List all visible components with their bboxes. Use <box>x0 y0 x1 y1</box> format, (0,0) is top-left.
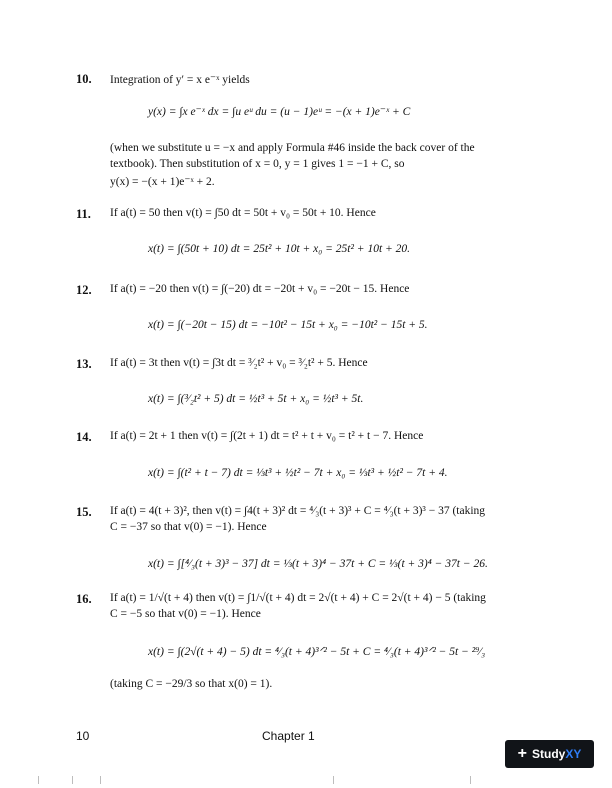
problem-number: 15. <box>76 505 92 519</box>
equation: x(t) = ∫(−20t − 15) dt = −10t² − 15t + x₀ = −10t² − 15t + 5. <box>148 319 428 331</box>
equation: y(x) = ∫x e⁻ˣ dx = ∫u eᵘ du = (u − 1)eᵘ = −(x + 1)e⁻ˣ + C <box>148 106 411 118</box>
equation: x(t) = ∫[⁴⁄₃(t + 3)³ − 37] dt = ⅓(t + 3)⁴ − 37t + C = ⅓(t + 3)⁴ − 37t − 26. <box>148 558 488 570</box>
scan-mark <box>72 776 73 784</box>
equation: x(t) = ∫(³⁄₂t² + 5) dt = ½t³ + 5t + x₀ = ½t³ + 5t. <box>148 393 364 405</box>
studyxy-badge[interactable] <box>505 740 594 768</box>
problem-text: y(x) = −(x + 1)e⁻ˣ + 2. <box>110 176 215 188</box>
problem-number: 10. <box>76 72 92 86</box>
problem-text: If a(t) = 2t + 1 then v(t) = ∫(2t + 1) dt = t² + t + v₀ = t² + t − 7. Hence <box>110 430 424 442</box>
problem-text: If a(t) = 3t then v(t) = ∫3t dt = ³⁄₂t² + v₀ = ³⁄₂t² + 5. Hence <box>110 357 368 369</box>
scan-mark <box>100 776 101 784</box>
problem-text: textbook). Then substitution of x = 0, y = 1 gives 1 = −1 + C, so <box>110 158 405 170</box>
equation: x(t) = ∫(50t + 10) dt = 25t² + 10t + x₀ = 25t² + 10t + 20. <box>148 243 411 255</box>
badge-text-accent: XY <box>565 747 582 761</box>
problem-number: 12. <box>76 283 92 297</box>
problem-number: 16. <box>76 592 92 606</box>
problem-text: (when we substitute u = −x and apply Formula #46 inside the back cover of the <box>110 142 475 154</box>
plus-icon: + <box>517 745 527 762</box>
problem-text: If a(t) = 50 then v(t) = ∫50 dt = 50t + v₀ = 50t + 10. Hence <box>110 207 376 219</box>
problem-text: If a(t) = 4(t + 3)², then v(t) = ∫4(t + 3)² dt = ⁴⁄₃(t + 3)³ + C = ⁴⁄₃(t + 3)³ − 37 (taking <box>110 505 486 517</box>
chapter-label: Chapter 1 <box>262 729 315 743</box>
problem-number: 14. <box>76 430 92 444</box>
problem-text: If a(t) = −20 then v(t) = ∫(−20) dt = −20t + v₀ = −20t − 15. Hence <box>110 283 410 295</box>
problem-text: C = −5 so that v(0) = −1). Hence <box>110 608 261 620</box>
problem-text: If a(t) = 1/√(t + 4) then v(t) = ∫1/√(t + 4) dt = 2√(t + 4) + C = 2√(t + 4) − 5 (taking <box>110 592 486 604</box>
page-number: 10 <box>76 729 90 743</box>
problem-number: 11. <box>76 207 91 221</box>
problem-number: 13. <box>76 357 92 371</box>
equation: x(t) = ∫(t² + t − 7) dt = ⅓t³ + ½t² − 7t + x₀ = ⅓t³ + ½t² − 7t + 4. <box>148 467 448 479</box>
problem-text: Integration of y′ = x e⁻ˣ yields <box>110 74 250 86</box>
scan-mark <box>38 776 39 784</box>
badge-text-main: Study <box>531 747 566 761</box>
problem-text: (taking C = −29/3 so that x(0) = 1). <box>110 678 273 690</box>
equation: x(t) = ∫(2√(t + 4) − 5) dt = ⁴⁄₃(t + 4)³ᐟ² − 5t + C = ⁴⁄₃(t + 4)³ᐟ² − 5t − ²⁹⁄₃ <box>148 646 486 658</box>
scan-mark <box>333 776 334 784</box>
scan-mark <box>470 776 471 784</box>
problem-text: C = −37 so that v(0) = −1). Hence <box>110 521 267 533</box>
